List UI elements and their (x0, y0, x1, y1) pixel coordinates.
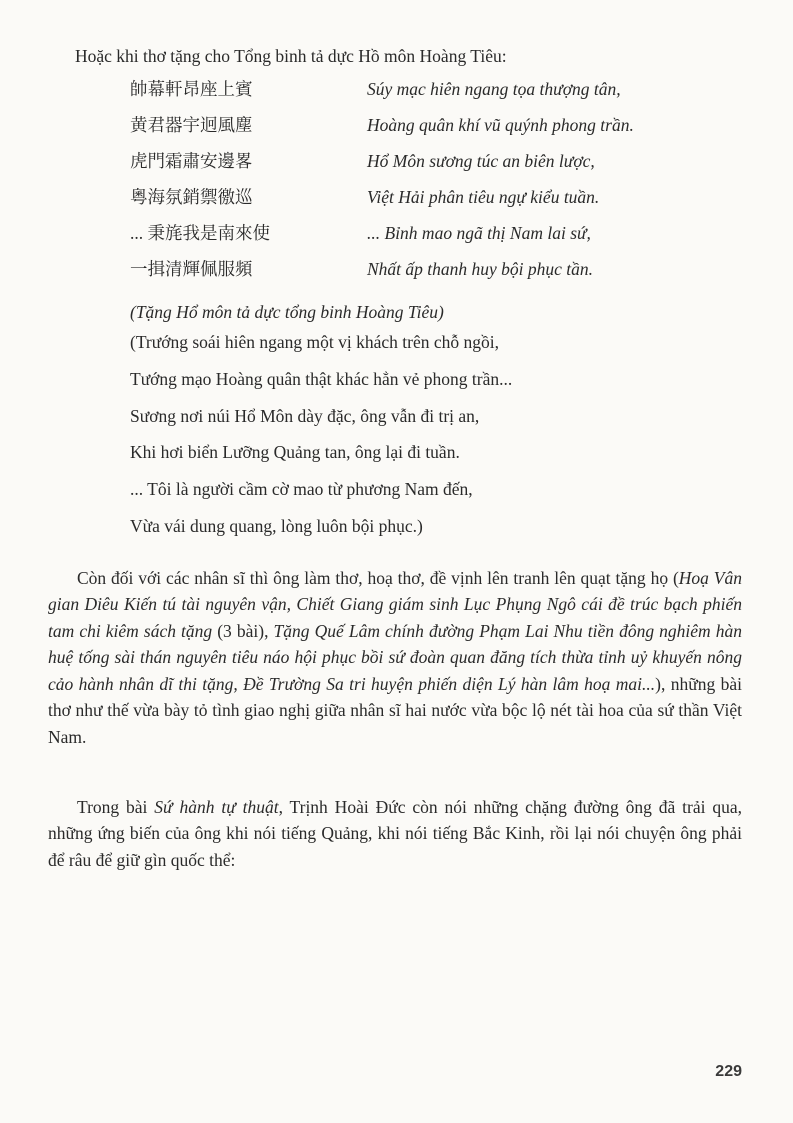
poem-viet-text: Việt Hải phân tiêu ngự kiểu tuần. (367, 187, 600, 207)
poem-line (130, 78, 750, 114)
poem-line (130, 114, 750, 150)
paragraph-italic-text: Tặng Quế Lâm chính đường Phạm Lai Nhu tiền đông nghiêm hàn huệ tống sài thán nguyên tiêu náo hội phục bồi sứ đoàn quan đăng tích thừa tỉnh uỷ khuyến nông cảo hành nhân dĩ thi tặng, Đề Trường Sa tri huyện phiến diện Lý hàn lâm hoạ mai... (48, 620, 742, 694)
poem-viet-text: Hoàng quân khí vũ quýnh phong trần. (367, 115, 634, 135)
poem-han-text: 黄君器宇迥風塵 (130, 115, 253, 135)
paragraph-italic-text: Hoạ Vân gian Diêu Kiến tú tài nguyên vận, Chiết Giang giám sinh Lục Phụng Ngô cái đề trúc bạch phiến tam chi kiêm sách tặng (48, 567, 742, 641)
poem-viet-text: Hổ Môn sương túc an biên lược, (367, 151, 595, 171)
body-paragraph (48, 565, 742, 751)
poem-line (130, 222, 750, 258)
translation-line: ... Tôi là người cầm cờ mao từ phương Nam đến, (130, 479, 473, 500)
paragraph-text: Còn đối với các nhân sĩ thì ông làm thơ, hoạ thơ, đề vịnh lên tranh lên quạt tặng họ ( (77, 567, 679, 588)
poem-line (130, 186, 750, 222)
intro-line: Hoặc khi thơ tặng cho Tổng binh tả dực Hồ môn Hoàng Tiêu: (75, 46, 507, 66)
poem-line (130, 150, 750, 186)
poem-block (130, 78, 750, 294)
translation-line: (Trướng soái hiên ngang một vị khách trên chỗ ngồi, (130, 332, 500, 352)
translation-line: Tướng mạo Hoàng quân thật khác hẳn vẻ phong trần... (130, 368, 513, 389)
paragraph-text: (3 bài), (212, 620, 274, 641)
paragraph-text: ), những bài thơ như thế vừa bày tỏ tình giao nghị giữa nhân sĩ hai nước vừa bộc lộ nét tài hoa của sứ thần Việt Nam. (48, 673, 742, 747)
translation-line: Khi hơi biển Lưỡng Quảng tan, ông lại đi tuần. (130, 442, 460, 463)
paragraph-text: , Trịnh Hoài Đức còn nói những chặng đường ông đã trải qua, những ứng biến của ông khi nói tiếng Quảng, khi nói tiếng Bắc Kinh, rồi lại nói chuyện ông phải để râu để giữ gìn quốc thể: (48, 796, 742, 870)
poem-han-text: ... 秉旄我是南來使 (130, 223, 270, 243)
translation-line: Sương nơi núi Hổ Môn dày đặc, ông vẫn đi trị an, (130, 405, 480, 426)
body-paragraph (48, 794, 742, 874)
poem-caption: (Tặng Hổ môn tả dực tổng binh Hoàng Tiêu) (130, 302, 444, 322)
poem-han-text: 虎門霜肅安邊畧 (130, 151, 253, 171)
translation-line: Vừa vái dung quang, lòng luôn bội phục.) (130, 515, 423, 536)
paragraph-italic-text: Sứ hành tự thuật (154, 796, 279, 817)
poem-viet-text: Nhất ấp thanh huy bội phục tần. (367, 259, 594, 279)
translation-block (130, 330, 750, 551)
poem-han-text: 一揖清輝佩服頻 (130, 259, 253, 279)
poem-han-text: 粵海氛銷禦徼巡 (130, 187, 253, 207)
poem-viet-text: Súy mạc hiên ngang tọa thượng tân, (367, 79, 621, 99)
poem-line (130, 258, 750, 294)
page-number: 229 (715, 1063, 742, 1080)
paragraph-text: Trong bài (77, 796, 155, 817)
poem-han-text: 帥幕軒昂座上賓 (130, 79, 253, 99)
poem-viet-text: ... Bỉnh mao ngã thị Nam lai sứ, (367, 223, 591, 243)
